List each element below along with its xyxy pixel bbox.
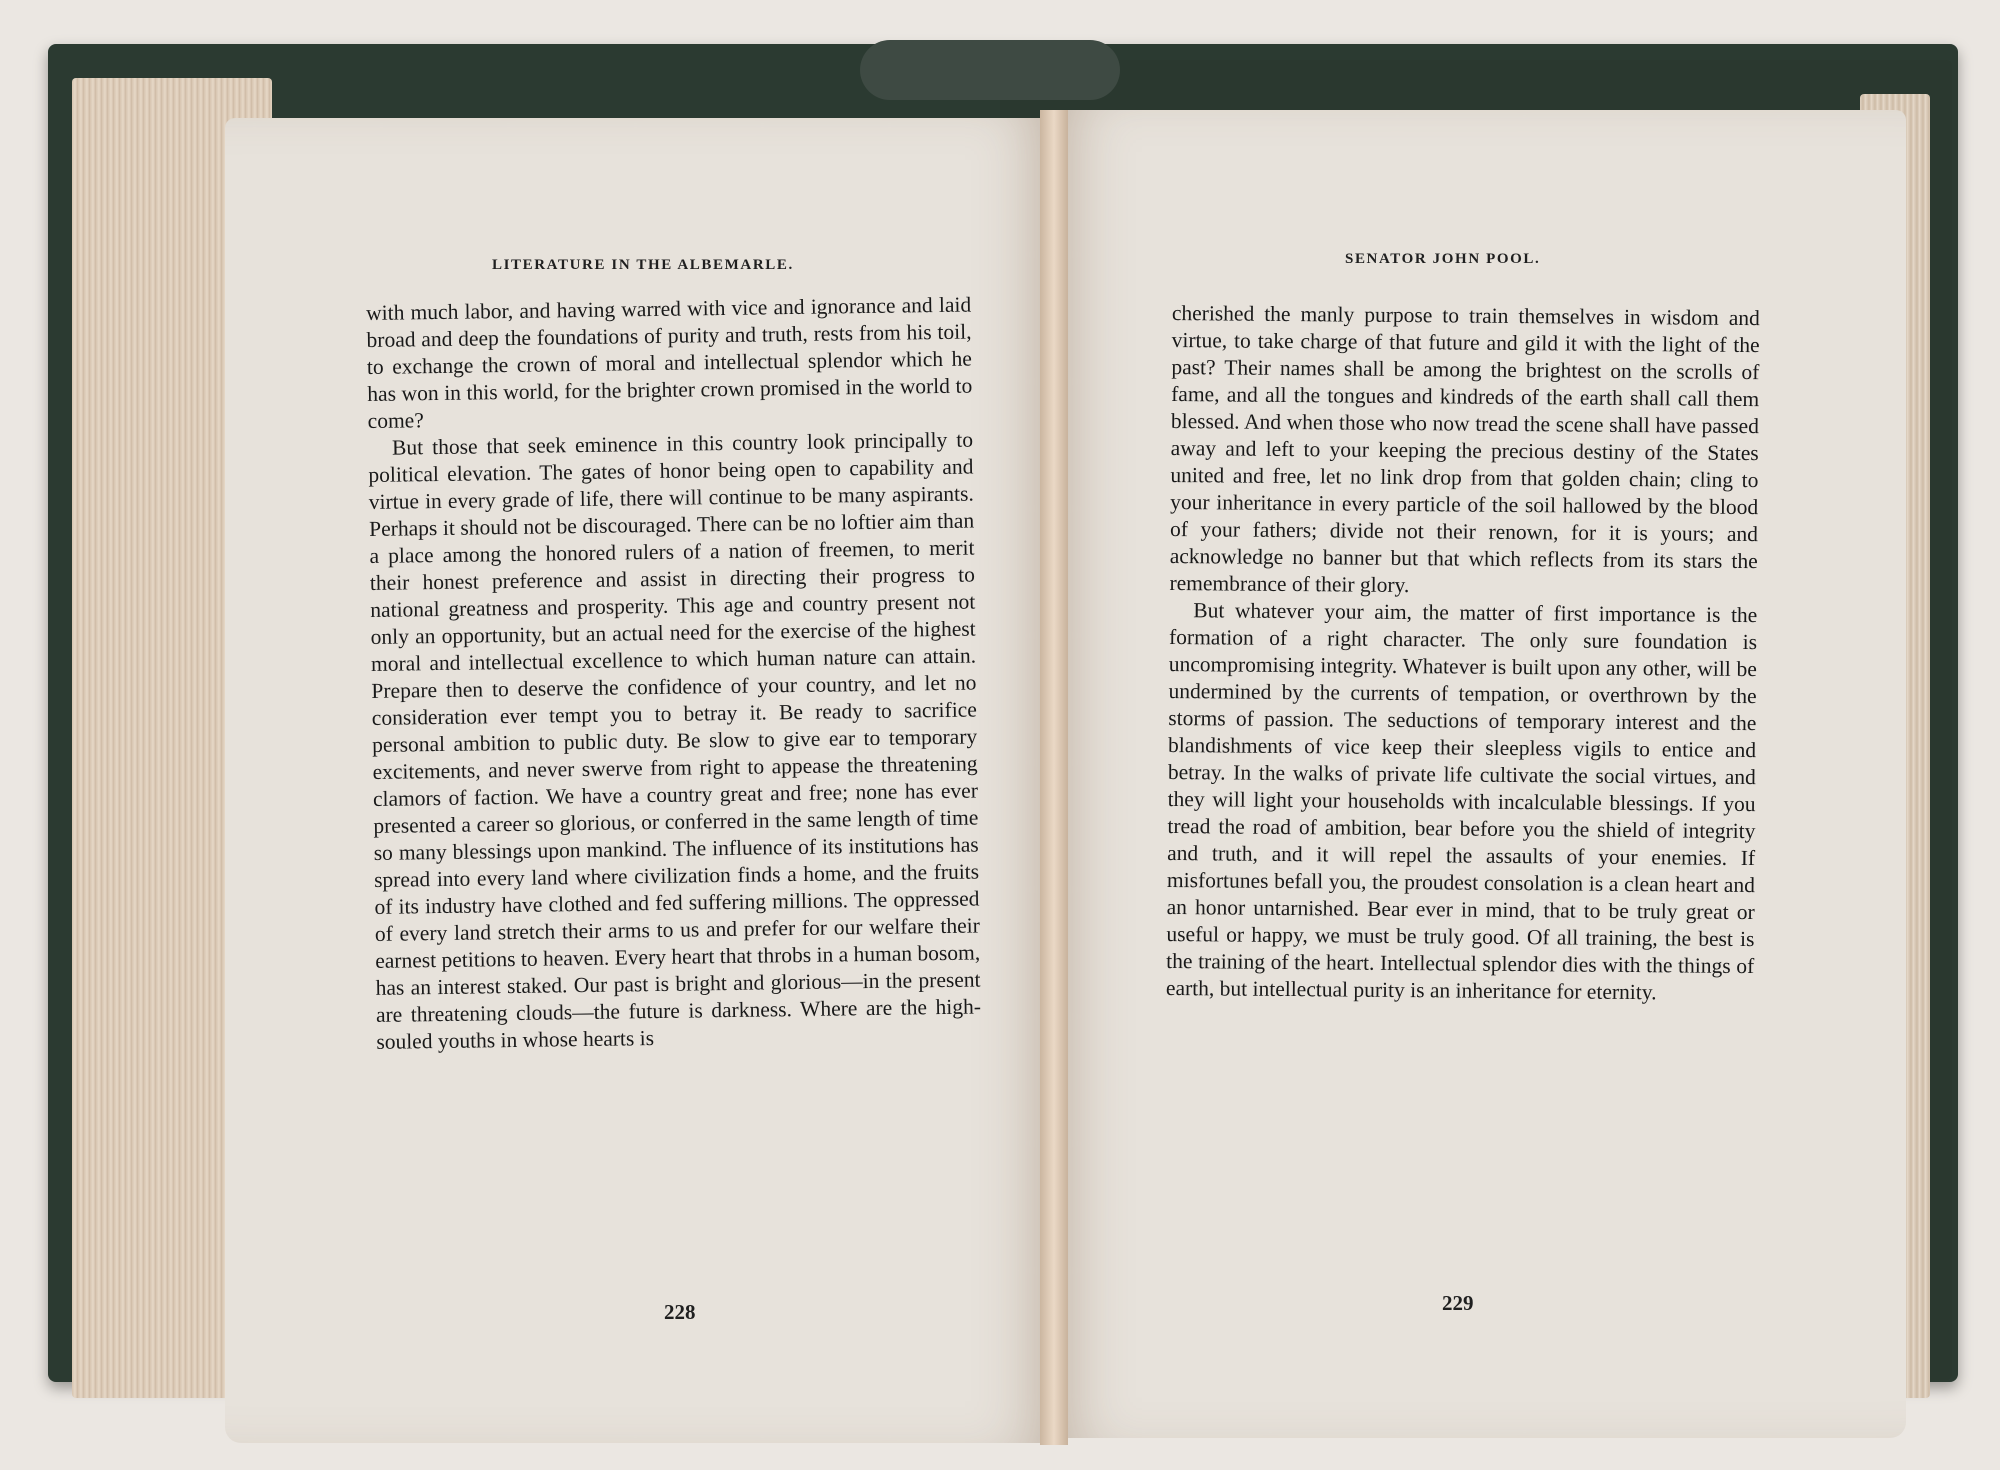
right-running-head: SENATOR JOHN POOL. (1345, 251, 1541, 267)
right-paragraph-1: cherished the manly purpose to train themselves in wisdom and virtue, to take charge of that future and gild it with the light of the past? Their names shall be among the brightest on the scrolls of fame, and all the tongues and kindreds of the earth shall call them blessed. And when those who now tread the scene shall have passed away and left to your keeping the precious destiny of the States united and free, let no link drop from that golden chain; cling to your inheritance in every particle of the soil hallowed by the blood of your fathers; divide not their renown, for it is yours; and acknowledge no banner but that which reflects from its stars the remembrance of their glory. (1169, 300, 1760, 598)
right-page-number: 229 (1442, 1291, 1474, 1315)
left-page-number: 228 (664, 1300, 696, 1324)
left-page-text (366, 292, 981, 1056)
left-running-head: LITERATURE IN THE ALBEMARLE. (492, 257, 794, 273)
right-page-text (1166, 300, 1760, 1007)
right-paragraph-2: But whatever your aim, the matter of first importance is the formation of a right character. The only sure foundation is uncompromising integrity. Whatever is built upon any other, will be undermined by the currents of tempation, or overthrown by the storms of passion. The seductions of temporary interest and the blandishments of vice keep their sleepless vigils to entice and betray. In the walks of private life cultivate the social virtues, and they will light your households with incalculable blessings. If you tread the road of ambition, bear before you the shield of integrity and truth, and it will repel the assaults of your enemies. If misfortunes befall you, the proudest consolation is a clean heart and an honor untarnished. Bear ever in mind, that to be truly great or useful or happy, we must be truly good. Of all training, the best is the training of the heart. Intellectual splendor dies with the things of earth, but intellectual purity is an inheritance for eternity. (1165, 598, 1758, 1005)
book-gutter (1040, 110, 1068, 1445)
left-paragraph-2: But those that seek eminence in this country look principally to political elevation. The gates of honor being open to capability and virtue in every grade of life, there will continue to be many aspirants. Perhaps it should not be discouraged. There can be no loftier aim than a place among the honored rulers of a nation of freemen, to merit their honest preference and assist in directing their progress to national greatness and prosperity. This age and country present not only an opportunity, but an actual need for the exercise of the highest moral and intellectual excellence to which human nature can attain. Prepare then to deserve the confidence of your country, and let no consideration ever tempt you to betray it. Be ready to sacrifice personal ambition to public duty. Be slow to give ear to temporary excitements, and never swerve from right to appease the threatening clamors of faction. We have a country great and free; none has ever presented a career so glorious, or conferred in the same length of time so many blessings upon mankind. The influence of its institutions has spread into every land where civilization finds a home, and the fruits of its industry have clothed and fed suffering millions. The oppressed of every land stretch their arms to us and prefer for our welfare their earnest petitions to heaven. Every heart that throbs in a human bosom, has an interest staked. Our past is bright and glorious—in the present are threatening clouds—the future is darkness. Where are the high-souled youths in whose hearts is (368, 427, 982, 1054)
left-paragraph-1: with much labor, and having warred with vice and ignorance and laid broad and deep the foundations of purity and truth, rests from his toil, to exchange the crown of moral and intellectual splendor which he has won in this world, for the brighter crown promised in the world to come? (366, 292, 973, 433)
book-spine (860, 40, 1120, 100)
